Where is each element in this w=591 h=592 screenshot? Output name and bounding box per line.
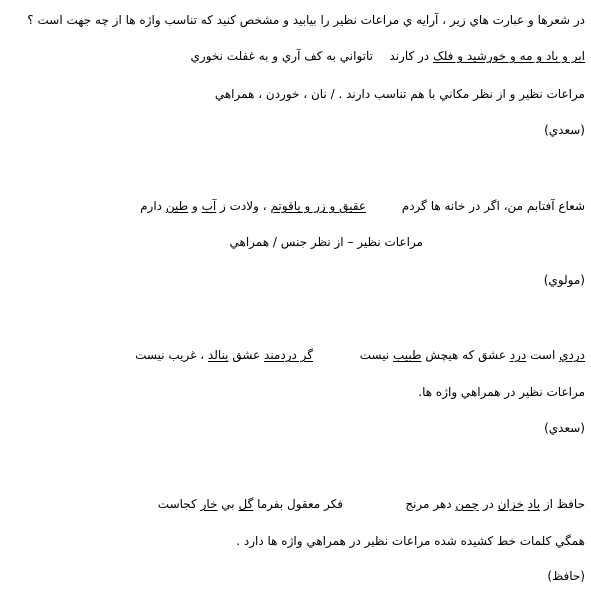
answer-2: مراعات نظير – از نظر جنس / همراهي	[229, 235, 423, 249]
underlined-word: گل	[238, 497, 254, 511]
verse-2-right: شعاع آفتابم من، اگر در خانه ها گردم	[401, 199, 585, 213]
verse-text: ، ولادت ز	[216, 199, 271, 213]
poet-3: (سعدي)	[544, 421, 585, 435]
verse-text: است	[526, 348, 560, 362]
verse-4-right	[405, 496, 585, 512]
answer-3: مراعات نظير در همراهي واژه ها.	[418, 385, 585, 399]
poet-2: (مولوي)	[543, 273, 585, 287]
verse-text: دهر مرنج	[405, 497, 456, 511]
verse-text: ، غريب نيست	[135, 348, 208, 362]
answer-1: مراعات نظير و از نظر مکاني با هم تناسب دارند . / نان ، خوردن ، همراهي	[214, 87, 585, 101]
underlined-words: عقيق و زر و ياقوتم	[270, 199, 366, 213]
verse-text: و	[188, 199, 202, 213]
underlined-word: آب	[201, 199, 217, 213]
verse-text: عشق که هيچش	[421, 348, 510, 362]
verse-4-left	[158, 496, 343, 512]
verse-text: در	[478, 497, 498, 511]
underlined-word: خار	[200, 497, 218, 511]
verse-text: حافظ از	[540, 497, 585, 511]
poet-1: (سعدي)	[544, 123, 585, 137]
poet-4: (حافظ)	[547, 569, 585, 583]
underlined-words: ابر و باد و مه و خورشيد و فلک	[432, 49, 585, 63]
answer-4: همگي کلمات خط کشيده شده مراعات نظير در همراهي واژه ها دارد .	[236, 534, 585, 548]
verse-text: فکر معقول بفرما	[253, 497, 343, 511]
verse-text: بي	[217, 497, 239, 511]
underlined-word: بنالد	[207, 348, 229, 362]
verse-text: کجاست	[157, 497, 201, 511]
underlined-word: طبيب	[392, 348, 422, 362]
verse-text: در کارند	[389, 49, 433, 63]
verse-text: نيست	[359, 348, 393, 362]
underlined-word: خزان	[497, 497, 524, 511]
verse-1-right	[389, 48, 585, 64]
verse-2-left	[140, 198, 366, 214]
question-text: در شعرها و عبارت هاي زير ، آرايه ي مراعات نظير را بيابيد و مشخص کنيد که تناسب واژه ها از چه جهت است ؟	[27, 13, 585, 27]
verse-1-left: تاتواني به کف آري و به غفلت نخوري	[190, 49, 373, 63]
underlined-word: دردي	[559, 348, 585, 362]
verse-3-right	[360, 347, 585, 363]
underlined-word: طين	[165, 199, 189, 213]
underlined-words: گر دردمند	[264, 348, 313, 362]
underlined-word: چمن	[455, 497, 479, 511]
verse-3-left	[135, 347, 313, 363]
underlined-word: باد	[527, 497, 541, 511]
verse-text: عشق	[228, 348, 265, 362]
underlined-word: درد	[509, 348, 527, 362]
verse-text: دارم	[140, 199, 166, 213]
